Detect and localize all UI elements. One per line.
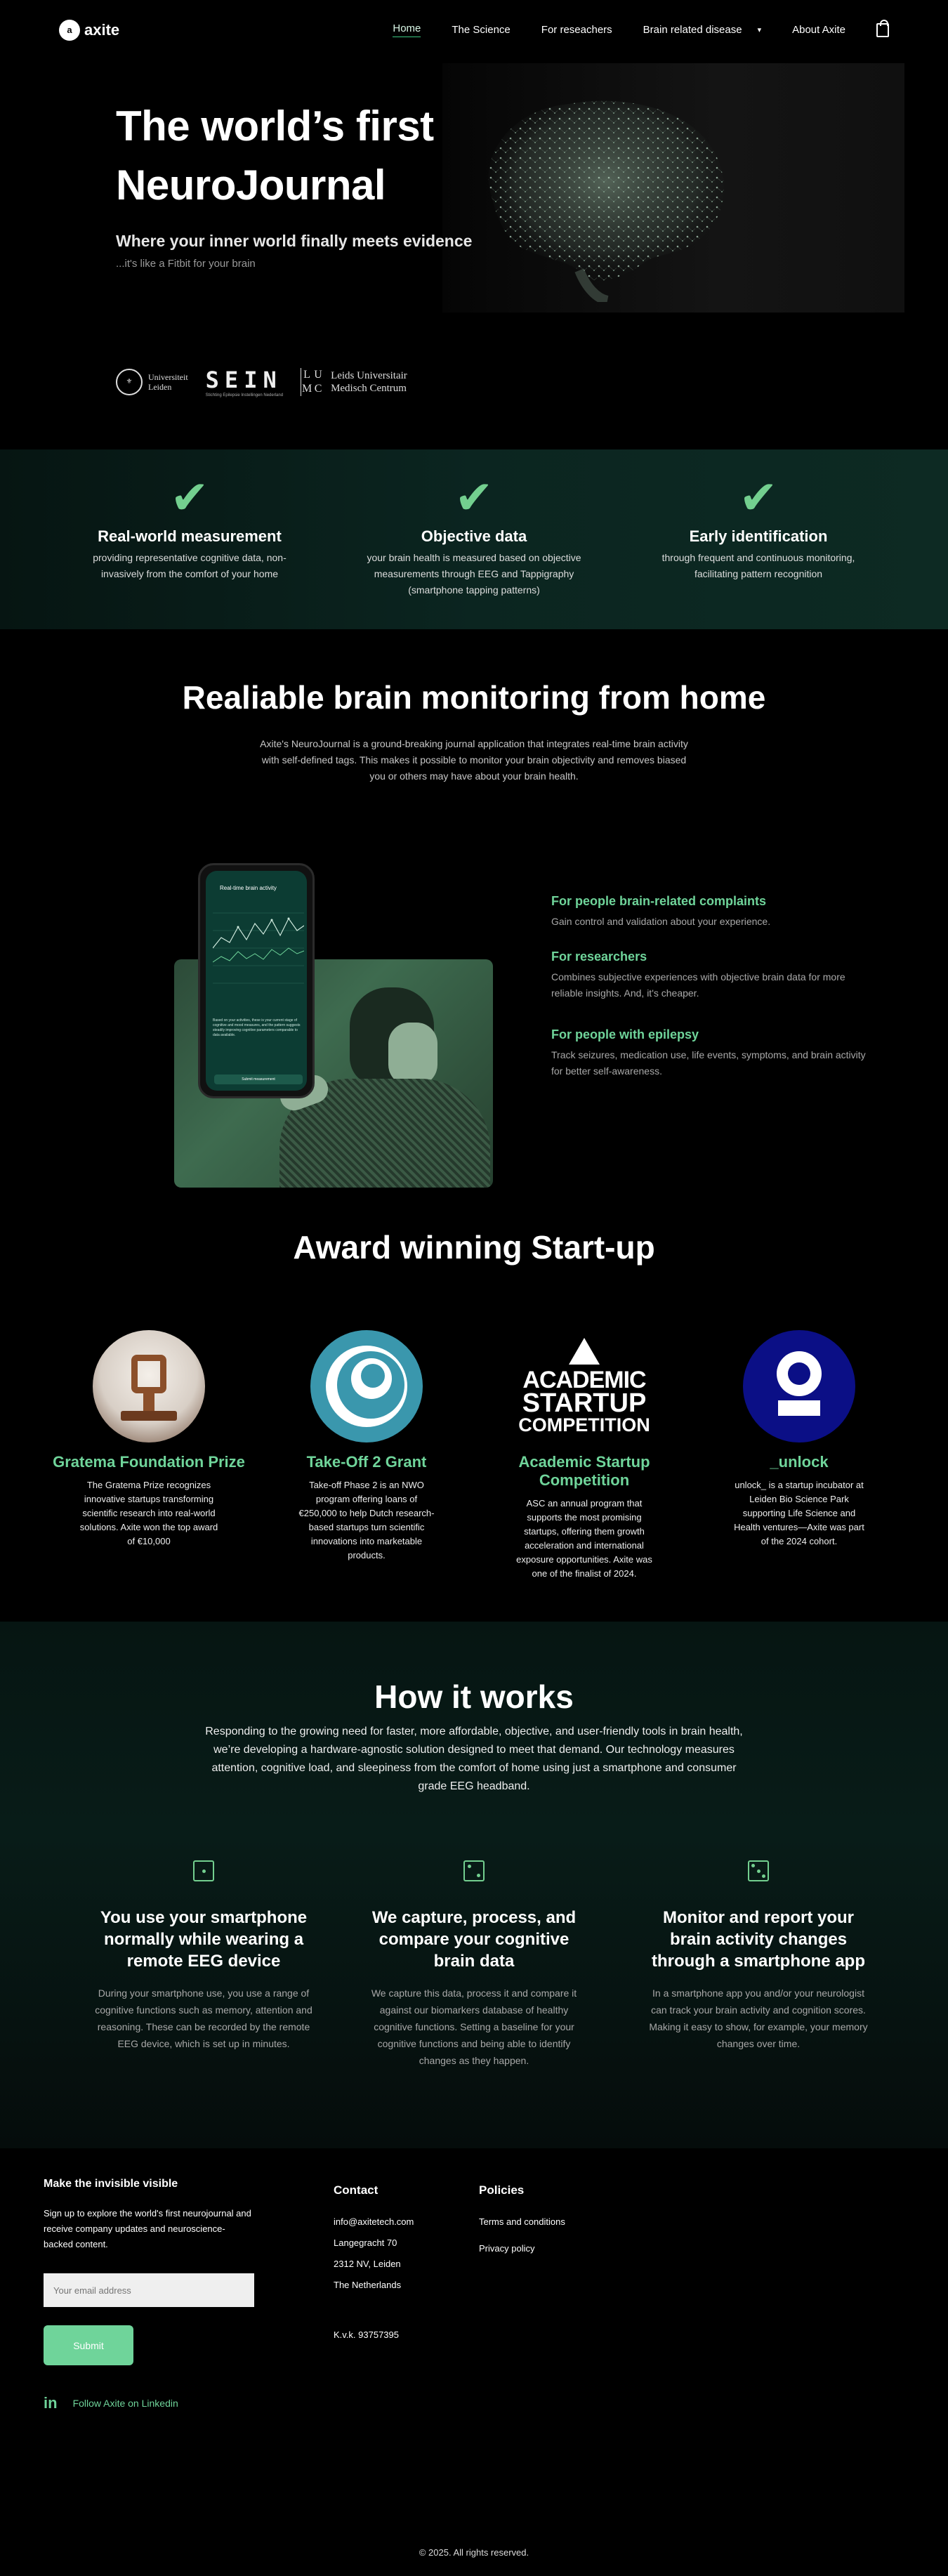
linkedin-link[interactable] xyxy=(44,2394,178,2412)
asc-logo xyxy=(503,1330,665,1443)
step-3 xyxy=(628,1860,888,2052)
leiden-line2: Leiden xyxy=(148,382,172,392)
nav-link-brain-disease[interactable]: Brain related disease xyxy=(643,24,742,36)
nav-dropdown-brain-disease[interactable] xyxy=(643,24,761,36)
submit-button[interactable]: Submit xyxy=(44,2325,133,2365)
check-icon: ✔ xyxy=(170,471,209,523)
step-title: Monitor and report your brain activity changes through a smartphone app xyxy=(651,1908,865,1971)
how-title: How it works xyxy=(374,1678,574,1715)
copyright: © 2025. All rights reserved. xyxy=(419,2547,529,2558)
logo-mark-icon: a xyxy=(59,20,80,41)
contact-street: Langegracht 70 xyxy=(334,2237,397,2248)
hero-title-line2: NeuroJournal xyxy=(116,162,386,209)
lumc-logo xyxy=(301,368,407,396)
feature-real-world xyxy=(48,473,332,629)
award-takeoff xyxy=(261,1330,472,1563)
award-name: Gratema Foundation Prize xyxy=(53,1453,245,1471)
policies-column xyxy=(479,2183,565,2259)
nav-link-about[interactable]: About Axite xyxy=(792,24,845,36)
contact-email[interactable]: info@axitetech.com xyxy=(334,2216,414,2227)
award-desc: Take-off Phase 2 is an NWO program offering loans of €250,000 to help Dutch research-based startups turn scientific innovations into marketable products. xyxy=(298,1480,435,1560)
shopping-bag-icon[interactable] xyxy=(876,23,889,37)
policies-title: Policies xyxy=(479,2183,525,2197)
nwo-takeoff-logo xyxy=(310,1330,423,1443)
feature-title: Objective data xyxy=(421,527,527,545)
lumc-line2: Medisch Centrum xyxy=(331,383,407,394)
phone-submit-button: Submit measurement xyxy=(214,1075,303,1084)
audience-desc: Track seizures, medication use, life events, symptoms, and brain activity for better self-awareness. xyxy=(551,1049,866,1077)
step-desc: In a smartphone app you and/or your neurologist can track your brain activity and cognition scores. Making it easy to show, for example, your memory changes over time. xyxy=(649,1987,868,2049)
how-it-works-section xyxy=(0,1622,948,2148)
step-desc: During your smartphone use, you use a range of cognitive functions such as memory, attention and reasoning. These can be recorded by the remote EEG device, which is set up in minutes. xyxy=(95,1987,312,2049)
check-icon: ✔ xyxy=(454,471,494,523)
how-desc: Responding to the growing need for faster, more affordable, objective, and user-friendly tools in brain health, we’re developing a hardware-agnostic solution designed to meet that demand. Our technology measures attention, cognitive load, and sleepiness from the comfort of home using just a smartphone and consumer grade EEG headband. xyxy=(205,1726,743,1792)
audience-title: For people with epilepsy xyxy=(551,1027,699,1041)
contact-title: Contact xyxy=(334,2183,378,2197)
terms-link[interactable]: Terms and conditions xyxy=(479,2216,565,2227)
contact-country: The Netherlands xyxy=(334,2280,402,2290)
award-name: Take-Off 2 Grant xyxy=(306,1453,427,1471)
kvk-number: K.v.k. 93757395 xyxy=(334,2329,399,2340)
features-band xyxy=(0,449,948,629)
nav-link-home[interactable]: Home xyxy=(393,22,421,37)
lumc-letter: M xyxy=(301,383,312,395)
feature-desc: through frequent and continuous monitoring, facilitating pattern recognition xyxy=(661,552,855,579)
privacy-link[interactable]: Privacy policy xyxy=(479,2243,535,2254)
leiden-university-logo xyxy=(116,369,188,395)
step-1 xyxy=(74,1860,334,2052)
lumc-letter: C xyxy=(314,383,322,395)
hero-tagline: ...it's like a Fitbit for your brain xyxy=(116,258,256,270)
newsletter-title: Make the invisible visible xyxy=(44,2178,178,2190)
award-desc: The Gratema Prize recognizes innovative startups transforming scientific research into real-world solutions. Axite won the top award of €10,000 xyxy=(79,1480,218,1546)
audience-complaints xyxy=(551,894,874,930)
linkedin-label: Follow Axite on Linkedin xyxy=(72,2398,178,2409)
unlock-logo xyxy=(743,1330,855,1443)
leiden-seal-icon: ⚜ xyxy=(116,369,143,395)
awards-title: Award winning Start-up xyxy=(293,1229,655,1266)
chevron-down-icon: ▾ xyxy=(757,26,762,34)
check-icon: ✔ xyxy=(739,471,778,523)
feature-title: Early identification xyxy=(689,527,828,545)
logo[interactable] xyxy=(59,20,119,41)
award-asc xyxy=(479,1330,690,1581)
phone-mockup xyxy=(198,863,315,1098)
step-title: You use your smartphone normally while wearing a remote EEG device xyxy=(100,1908,308,1971)
step-2 xyxy=(344,1860,604,2069)
award-name: Academic Startup Competition xyxy=(518,1453,650,1489)
feature-title: Real-world measurement xyxy=(98,527,282,545)
asc-logo-line3: COMPETITION xyxy=(518,1414,650,1435)
newsletter-text: Sign up to explore the world's first neurojournal and receive company updates and neuroscience-backed content. xyxy=(44,2208,251,2249)
navbar xyxy=(0,0,948,60)
phone-screen-title: Real-time brain activity xyxy=(220,885,277,891)
hero-title xyxy=(116,97,434,215)
contact-city: 2312 NV, Leiden xyxy=(334,2259,401,2269)
leiden-line1: Universiteit xyxy=(148,372,188,382)
hero xyxy=(0,60,948,449)
phone-brain-chart xyxy=(213,899,304,997)
audience-title: For researchers xyxy=(551,949,647,964)
brain-network-image xyxy=(449,77,744,302)
feature-desc: your brain health is measured based on objective measurements through EEG and Tappigraphy (smartphone tapping patterns) xyxy=(367,552,581,596)
award-unlock xyxy=(694,1330,904,1549)
lumc-mark xyxy=(301,368,324,396)
awards-section xyxy=(0,1228,948,1622)
sein-wordmark: SEIN xyxy=(205,367,282,393)
feature-desc: providing representative cognitive data, non-invasively from the comfort of your home xyxy=(93,552,287,579)
audience-title: For people brain-related complaints xyxy=(551,894,767,908)
contact-column xyxy=(334,2183,414,2296)
footer xyxy=(0,2148,948,2576)
award-name: _unlock xyxy=(770,1453,829,1471)
audience-researchers xyxy=(551,949,874,1001)
feature-objective xyxy=(332,473,617,629)
dice-one-icon xyxy=(193,1860,214,1881)
nav-link-researchers[interactable]: For reseachers xyxy=(541,24,612,36)
gratema-trophy-image xyxy=(93,1330,205,1443)
hero-title-line1: The world’s first xyxy=(116,103,434,150)
step-title: We capture, process, and compare your cognitive brain data xyxy=(371,1908,577,1971)
sein-subtext: Stichting Epilepsie Instellingen Nederland xyxy=(205,393,284,397)
logo-text: axite xyxy=(84,20,120,39)
dice-two-icon xyxy=(463,1860,485,1881)
asc-logo-line2: STARTUP xyxy=(522,1388,647,1418)
award-desc: unlock_ is a startup incubator at Leiden Bio Science Park supporting Life Science and Health ventures—Axite was part of the 2024 cohort. xyxy=(734,1480,864,1546)
dice-three-icon xyxy=(748,1860,769,1881)
email-input[interactable] xyxy=(44,2273,254,2307)
step-desc: We capture this data, process it and compare it against our biomarkers database of healthy cognitive functions. Setting a baseline for your cognitive functions and being able to identify changes as they happen. xyxy=(371,1987,577,2066)
nav-links xyxy=(393,22,889,37)
lumc-line1: Leids Universitair xyxy=(331,370,407,381)
phone-screen-text: Based on your activities, these is your current stage of cognitive and mood measures, and the pattern suggests steadily improving cognitive parameters comparable to data available. xyxy=(213,1018,301,1037)
reliable-section xyxy=(0,629,948,1228)
reliable-desc: Axite's NeuroJournal is a ground-breaking journal application that integrates real-time brain activity with self-defined tags. This makes it possible to monitor your brain objectivity and removes biased you or others may have about your brain health. xyxy=(260,738,688,782)
feature-early xyxy=(617,473,901,629)
lumc-letter: U xyxy=(314,369,322,381)
partner-logos xyxy=(116,367,407,397)
award-desc: ASC an annual program that supports the most promising startups, offering them growth acceleration and international exposure opportunities. Axite was one of the finalist of 2024. xyxy=(516,1498,652,1579)
nav-link-science[interactable]: The Science xyxy=(452,24,511,36)
asc-logo-line1: ACADEMIC xyxy=(522,1367,646,1393)
audience-epilepsy xyxy=(551,1027,874,1079)
phone-screen xyxy=(206,871,307,1091)
audience-desc: Combines subjective experiences with objective brain data for more reliable insights. And, it's cheaper. xyxy=(551,971,845,999)
audience-desc: Gain control and validation about your experience. xyxy=(551,916,771,927)
award-gratema xyxy=(44,1330,254,1549)
sein-logo xyxy=(206,367,283,397)
hero-subtitle: Where your inner world finally meets evidence xyxy=(116,232,473,250)
lumc-letter: L xyxy=(303,369,310,381)
reliable-title: Realiable brain monitoring from home xyxy=(182,679,766,716)
linkedin-icon: in xyxy=(44,2394,58,2412)
